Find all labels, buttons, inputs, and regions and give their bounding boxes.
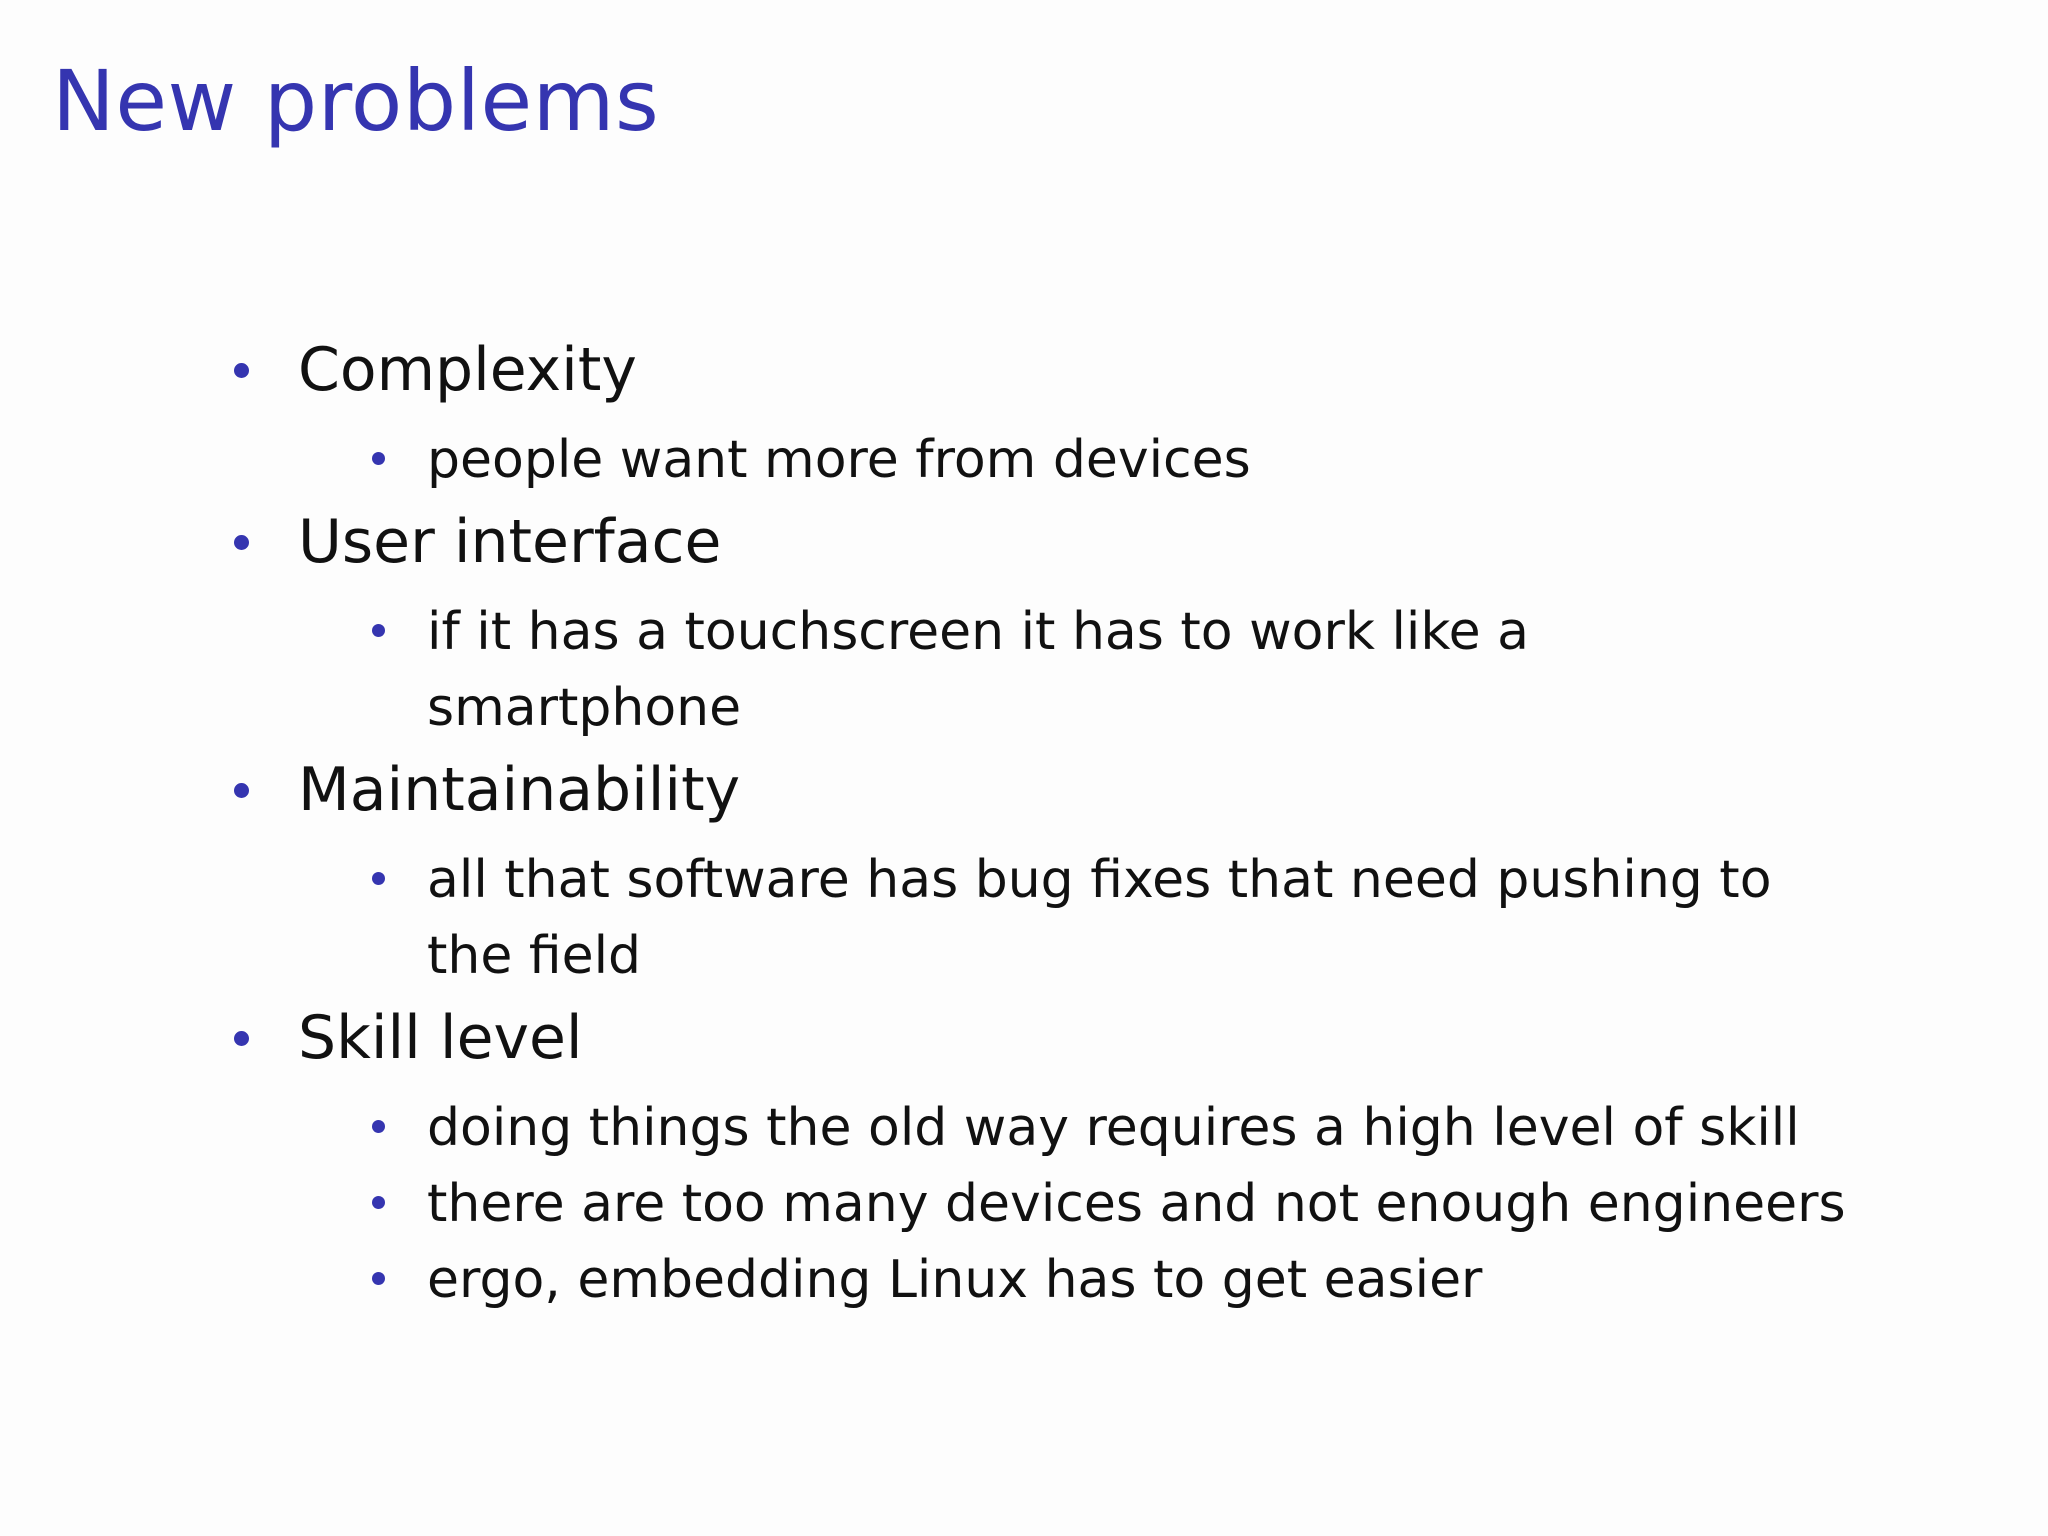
slide-title: New problems bbox=[52, 52, 660, 150]
sub-bullet-list bbox=[222, 842, 1872, 994]
sub-bullet-dot-icon bbox=[372, 1272, 385, 1285]
sub-bullet-item bbox=[222, 422, 1872, 498]
sub-bullet-item bbox=[222, 594, 1872, 746]
sub-bullet-list bbox=[222, 1090, 1872, 1318]
bullet-text: User interface bbox=[298, 507, 722, 577]
bullet-item-user-interface bbox=[222, 502, 1872, 746]
sub-bullet-dot-icon bbox=[372, 1120, 385, 1133]
bullet-label bbox=[222, 998, 1872, 1078]
bullet-item-maintainability bbox=[222, 750, 1872, 994]
sub-bullet-text: there are too many devices and not enough engineers bbox=[427, 1174, 1846, 1234]
bullet-item-complexity bbox=[222, 330, 1872, 498]
sub-bullet-item bbox=[222, 1242, 1872, 1318]
bullet-list bbox=[222, 330, 1872, 1322]
bullet-dot-icon bbox=[234, 783, 249, 798]
bullet-dot-icon bbox=[234, 535, 249, 550]
sub-bullet-text: doing things the old way requires a high level of skill bbox=[427, 1098, 1800, 1158]
bullet-text: Skill level bbox=[298, 1003, 583, 1073]
bullet-label bbox=[222, 750, 1872, 830]
bullet-label bbox=[222, 330, 1872, 410]
sub-bullet-dot-icon bbox=[372, 452, 385, 465]
sub-bullet-text: ergo, embedding Linux has to get easier bbox=[427, 1250, 1483, 1310]
bullet-label bbox=[222, 502, 1872, 582]
bullet-dot-icon bbox=[234, 1031, 249, 1046]
sub-bullet-item bbox=[222, 1090, 1872, 1166]
sub-bullet-dot-icon bbox=[372, 872, 385, 885]
sub-bullet-item bbox=[222, 1166, 1872, 1242]
bullet-dot-icon bbox=[234, 363, 249, 378]
sub-bullet-list bbox=[222, 594, 1872, 746]
sub-bullet-text: if it has a touchscreen it has to work like a smartphone bbox=[427, 602, 1530, 738]
sub-bullet-dot-icon bbox=[372, 1196, 385, 1209]
bullet-text: Complexity bbox=[298, 335, 637, 405]
sub-bullet-item bbox=[222, 842, 1872, 994]
bullet-item-skill-level bbox=[222, 998, 1872, 1318]
bullet-text: Maintainability bbox=[298, 755, 741, 825]
sub-bullet-dot-icon bbox=[372, 624, 385, 637]
sub-bullet-text: people want more from devices bbox=[427, 430, 1251, 490]
sub-bullet-text: all that software has bug fixes that need pushing to the field bbox=[427, 850, 1772, 986]
sub-bullet-list bbox=[222, 422, 1872, 498]
